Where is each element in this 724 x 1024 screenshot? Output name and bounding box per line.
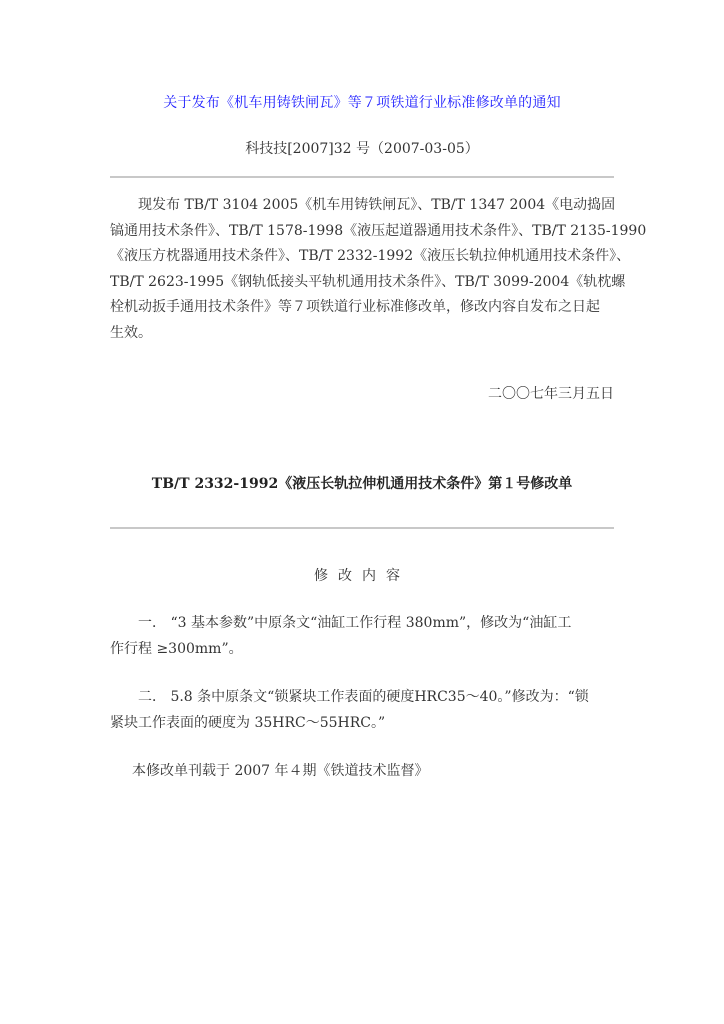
publication-note: 本修改单刊载于 2007 年４期《铁道技术监督》 [132,763,429,779]
amendment-item-line: 二． 5.8 条中原条文“锁紧块工作表面的硬度HRC35～40。”修改为：“锁 [138,689,589,705]
amendment-item-line: 紧块工作表面的硬度为 35HRC～55HRC。” [110,714,386,731]
notice-body-line: 栓机动扳手通用技术条件》等７项铁道行业标准修改单，修改内容自发布之日起 [110,299,600,316]
notice-body [110,193,647,347]
notice-body-line: 镐通用技术条件》、TB/T 1578-1998《液压起道器通用技术条件》、TB/T 2135-1990 [110,222,647,239]
amendment-item-2 [110,685,614,736]
document-number: 科技技[2007]32 号（2007-03-05） [245,141,479,157]
notice-body-line: 《液压方枕器通用技术条件》、TB/T 2332-1992《液压长轨拉伸机通用技术条件》、 [110,248,631,265]
notice-date: 二〇〇七年三月五日 [488,386,614,402]
amendment-item-line: 一． “3 基本参数”中原条文“油缸工作行程 380mm”，修改为“油缸工 [138,615,572,631]
divider-middle [110,527,614,529]
amendment-item-1 [110,611,614,662]
divider-top [110,176,614,178]
section-heading: 修改内容 [314,568,410,584]
amendment-item-line: 作行程 ≥300mm”。 [110,640,243,657]
notice-body-line: 现发布 TB/T 3104 2005《机车用铸铁闸瓦》、TB/T 1347 2004《电动捣固 [138,197,616,213]
amendment-title: TB/T 2332-1992《液压长轨拉伸机通用技术条件》第１号修改单 [151,476,573,492]
notice-body-line: 生效。 [110,324,152,341]
notice-title-link[interactable]: 关于发布《机车用铸铁闸瓦》等７项铁道行业标准修改单的通知 [163,95,561,111]
notice-body-line: TB/T 2623-1995《钢轨低接头平轨机通用技术条件》、TB/T 3099-2004《轨枕螺 [110,273,626,290]
